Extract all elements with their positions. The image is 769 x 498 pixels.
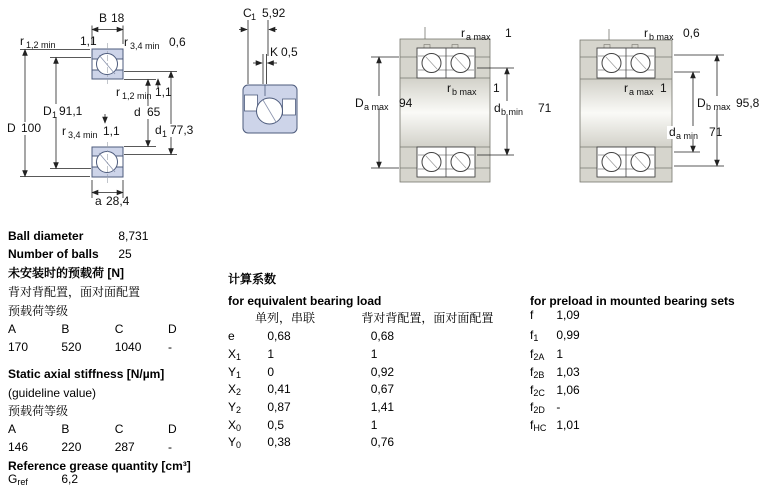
svg-text:1: 1: [251, 12, 257, 22]
fig2-dimension-labels: [243, 6, 298, 59]
svg-text:0,6: 0,6: [169, 35, 186, 49]
svg-text:1: 1: [493, 81, 500, 95]
dim-label-d: d: [134, 105, 141, 119]
factor-row-f2b: $f_{2B}$ 1,03: [530, 365, 580, 380]
fig1-dimension-labels: [7, 11, 194, 208]
svg-text:71: 71: [709, 125, 723, 139]
number-of-balls-row: [8, 247, 132, 261]
svg-text:3,4 min: 3,4 min: [130, 41, 160, 51]
dim-label-r12-top: r: [20, 34, 24, 48]
factor-row-f2c: $f_{2C}$ 1,06: [530, 383, 580, 398]
stiffness-guideline-line: (guideline value): [8, 386, 97, 400]
svg-text:1,2 min: 1,2 min: [122, 91, 152, 101]
preload-class-line: 预载荷等级: [8, 304, 69, 318]
dim-label-D: D: [7, 121, 16, 135]
fig1-single-bearing-cross-section: [4, 11, 202, 208]
factor-row-f1: $f_1$ 0,99: [530, 328, 580, 343]
calc-factors-header-row: [255, 311, 493, 325]
factor-row-f: f 1,09: [530, 308, 580, 322]
grease-value: 6,2: [61, 472, 79, 486]
dim-label-db: d: [494, 101, 501, 115]
svg-text:91,1: 91,1: [59, 104, 83, 118]
col-header-single-tandem: 单列，串联: [255, 311, 316, 325]
grease-title: Reference grease quantity [cm³]: [8, 459, 191, 473]
svg-text:3,4 min: 3,4 min: [68, 130, 98, 140]
preload-header-row: A B C D: [8, 322, 177, 336]
svg-text:a max: a max: [629, 87, 654, 97]
calc-row-x0: $X_0$ 0,5 1: [228, 418, 378, 433]
svg-text:b max: b max: [649, 32, 674, 42]
dim-label-Db: D: [697, 96, 706, 110]
svg-text:100: 100: [21, 121, 42, 135]
dim-label-B: B: [99, 11, 108, 25]
svg-text:b min: b min: [501, 107, 524, 117]
dim-label-ra-fig4: r: [624, 81, 628, 95]
dim-label-a: a: [95, 194, 102, 208]
dim-label-ra-fig3: r: [461, 26, 465, 40]
fig1-bearing-rings: [92, 43, 123, 183]
svg-text:b max: b max: [452, 87, 477, 97]
svg-text:1: 1: [505, 26, 512, 40]
calc-factors-title-en: for equivalent bearing load: [228, 294, 382, 308]
ball-diameter-row: [8, 229, 148, 243]
svg-text:a max: a max: [466, 32, 491, 42]
factor-row-fhc: $f_{HC}$ 1,01: [530, 418, 580, 433]
dim-label-r34-top: r: [124, 35, 128, 49]
stiffness-header-row: A B C D: [8, 422, 177, 436]
svg-text:18: 18: [111, 11, 125, 25]
svg-text:94: 94: [399, 96, 413, 110]
svg-text:1: 1: [162, 129, 168, 139]
ball-diameter-value: 8,731: [118, 229, 149, 243]
dim-label-d1: d: [155, 123, 162, 137]
fig4-mounted-pair: [580, 26, 760, 182]
dim-label-K: K: [270, 45, 279, 59]
calc-row-e: e 0,68 0,68: [228, 329, 395, 343]
svg-text:5,92: 5,92: [262, 6, 286, 20]
svg-text:71: 71: [538, 101, 552, 115]
dim-label-da: d: [669, 125, 676, 139]
stiffness-values-row: 146 220 287 -: [8, 440, 173, 454]
preload-factors-title: for preload in mounted bearing sets: [530, 294, 735, 308]
calc-row-y0: $Y_0$ 0,38 0,76: [228, 435, 395, 450]
svg-text:1: 1: [660, 81, 667, 95]
dim-label-r34-bot: r: [62, 124, 66, 138]
calc-factors-title-cn: 计算系数: [228, 272, 277, 286]
fig3-mounted-pair: [352, 26, 554, 182]
number-of-balls-label: Number of balls: [8, 247, 99, 261]
dim-label-rb-fig3: r: [447, 81, 451, 95]
preload-values-row: 170 520 1040 -: [8, 340, 173, 354]
svg-text:a max: a max: [364, 102, 389, 112]
calc-row-y2: $Y_2$ 0,87 1,41: [228, 400, 395, 415]
svg-text:95,8: 95,8: [736, 96, 760, 110]
svg-text:65: 65: [147, 105, 161, 119]
number-of-balls-value: 25: [118, 247, 132, 261]
stiffness-class-line: 预载荷等级: [8, 404, 69, 418]
fig2-ring-section: [239, 6, 298, 133]
svg-text:0,6: 0,6: [683, 26, 700, 40]
calc-row-y1: $Y_1$ 0 0,92: [228, 365, 395, 380]
dim-label-D1: D: [43, 104, 52, 118]
svg-text:1,2 min: 1,2 min: [26, 40, 56, 50]
ball-diameter-label: Ball diameter: [8, 229, 84, 243]
svg-text:0,5: 0,5: [281, 45, 298, 59]
grease-row: [8, 472, 78, 489]
stiffness-title: Static axial stiffness [N/µm]: [8, 367, 165, 381]
svg-text:77,3: 77,3: [170, 123, 194, 137]
calc-row-x2: $X_2$ 0,41 0,67: [228, 382, 395, 397]
dim-label-C1: C: [243, 6, 252, 20]
grease-symbol: $G_{ref}$: [8, 472, 28, 487]
col-header-back-to-back: 背对背配置，面对面配置: [361, 311, 494, 325]
preload-arrangement-line: 背对背配置，面对面配置: [8, 285, 141, 299]
dim-label-rb-fig4: r: [644, 26, 648, 40]
svg-text:1,1: 1,1: [80, 34, 97, 48]
calc-row-x1: $X_1$ 1 1: [228, 347, 378, 362]
factor-row-f2a: $f_{2A}$ 1: [530, 347, 564, 362]
dim-label-Da: D: [355, 96, 364, 110]
preload-title: 未安装时的预载荷 [N]: [8, 266, 124, 280]
factor-row-f2d: $f_{2D}$ -: [530, 400, 561, 415]
svg-text:a min: a min: [676, 131, 699, 141]
dim-label-r12-mid: r: [116, 85, 120, 99]
svg-text:1: 1: [52, 110, 58, 120]
svg-text:b max: b max: [706, 102, 731, 112]
svg-text:1,1: 1,1: [103, 124, 120, 138]
svg-text:1,1: 1,1: [155, 85, 172, 99]
svg-text:28,4: 28,4: [106, 194, 130, 208]
technical-drawings: [0, 0, 769, 225]
